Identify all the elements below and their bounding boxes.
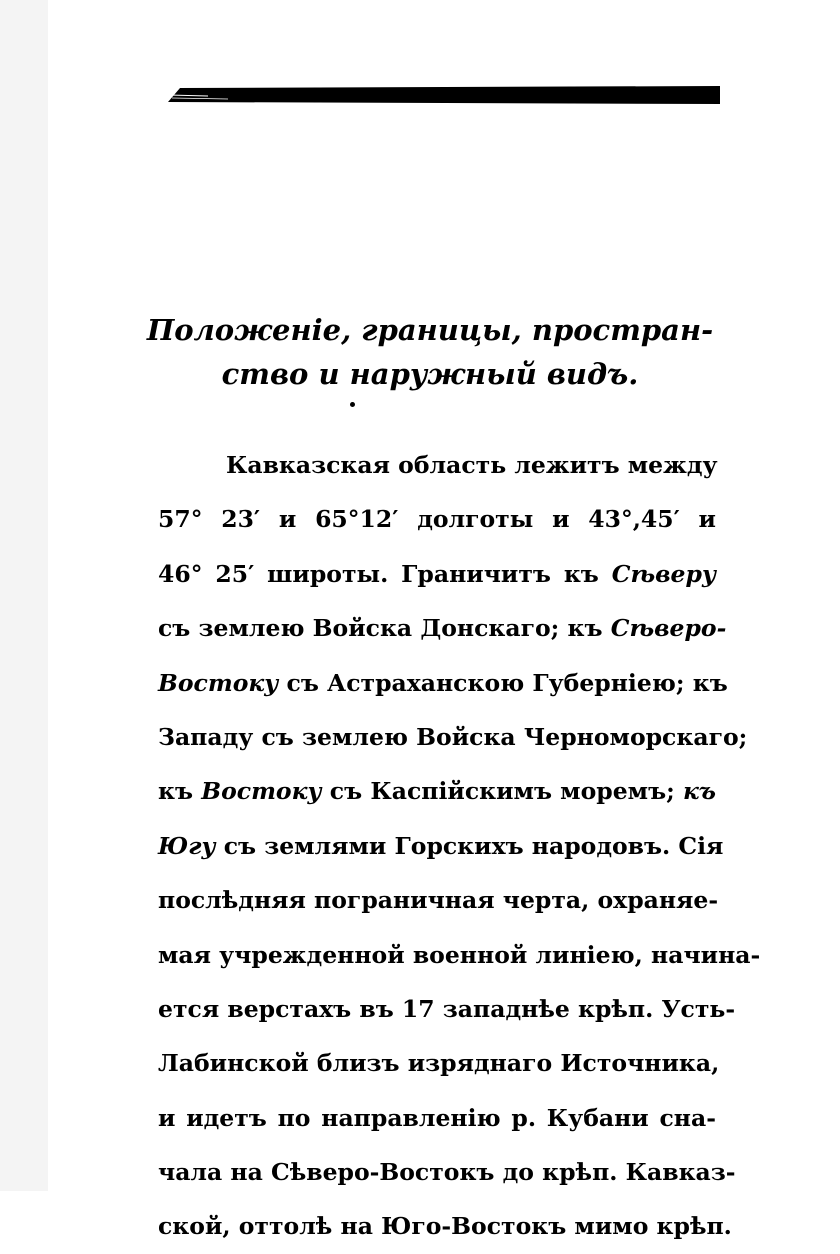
text-run: Западу съ землею Войска Черноморскаго; — [158, 722, 748, 751]
text-run: съ Каспійскимъ моремъ; — [321, 777, 683, 806]
emphasized-text: къ — [682, 777, 716, 806]
header-rule — [168, 84, 720, 106]
section-title — [140, 308, 720, 396]
emphasized-text: Сѣверу — [611, 559, 716, 588]
text-run: Лабинской близъ изряднаго Источника, — [158, 1049, 720, 1078]
text-run: съ землями Горскихъ народовъ. Сія — [215, 831, 724, 860]
paragraph-line — [158, 492, 716, 546]
text-run: съ землею Войска Донскаго; къ — [158, 614, 611, 643]
paragraph-line — [158, 1036, 720, 1090]
paragraph-line — [158, 873, 719, 927]
text-run: 46° 25′ широты. Граничитъ къ — [158, 559, 612, 588]
body-paragraph — [158, 438, 761, 1254]
paragraph-line — [158, 547, 716, 601]
emphasized-text: Востоку — [201, 777, 322, 806]
text-run: къ — [158, 777, 202, 806]
text-run: ется верстахъ въ 17 западнѣе крѣп. Усть- — [158, 994, 736, 1023]
paragraph-line — [158, 928, 761, 982]
paragraph-line — [158, 1145, 736, 1199]
paragraph-line — [158, 1091, 716, 1145]
emphasized-text: Востоку — [158, 668, 279, 697]
emphasized-text: Сѣверо- — [610, 614, 727, 643]
text-run: ской, оттолѣ на Юго-Востокъ мимо крѣп. — [158, 1212, 732, 1241]
section-title-line-1: Положеніе, границы, простран- — [146, 313, 714, 347]
text-run: мая учрежденной военной линіею, начина- — [158, 940, 761, 969]
text-run: Кавказская область лежитъ между — [226, 451, 718, 479]
paragraph-line — [158, 819, 724, 873]
text-run: съ Астраханскою Губерніею; къ — [278, 668, 728, 697]
ornament-dot — [350, 402, 355, 407]
paragraph-line — [158, 438, 716, 492]
paragraph-line — [158, 1199, 732, 1253]
text-run: чала на Сѣверо-Востокъ до крѣп. Кавказ- — [158, 1158, 736, 1187]
text-run: и идетъ по направленію р. Кубани сна- — [158, 1103, 716, 1132]
page-margin — [0, 0, 48, 1191]
paragraph-line — [158, 982, 736, 1036]
text-run: 57° 23′ и 65°12′ долготы и 43°,45′ и — [158, 505, 716, 534]
section-title-line-2: ство и наружный видъ. — [221, 357, 639, 391]
emphasized-text: Югу — [158, 831, 216, 860]
text-run: послѣдняя пограничная черта, охраняе- — [158, 886, 719, 915]
paragraph-line — [158, 656, 728, 710]
paragraph-line — [158, 764, 716, 818]
paragraph-line — [158, 601, 727, 655]
paragraph-line — [158, 710, 748, 764]
